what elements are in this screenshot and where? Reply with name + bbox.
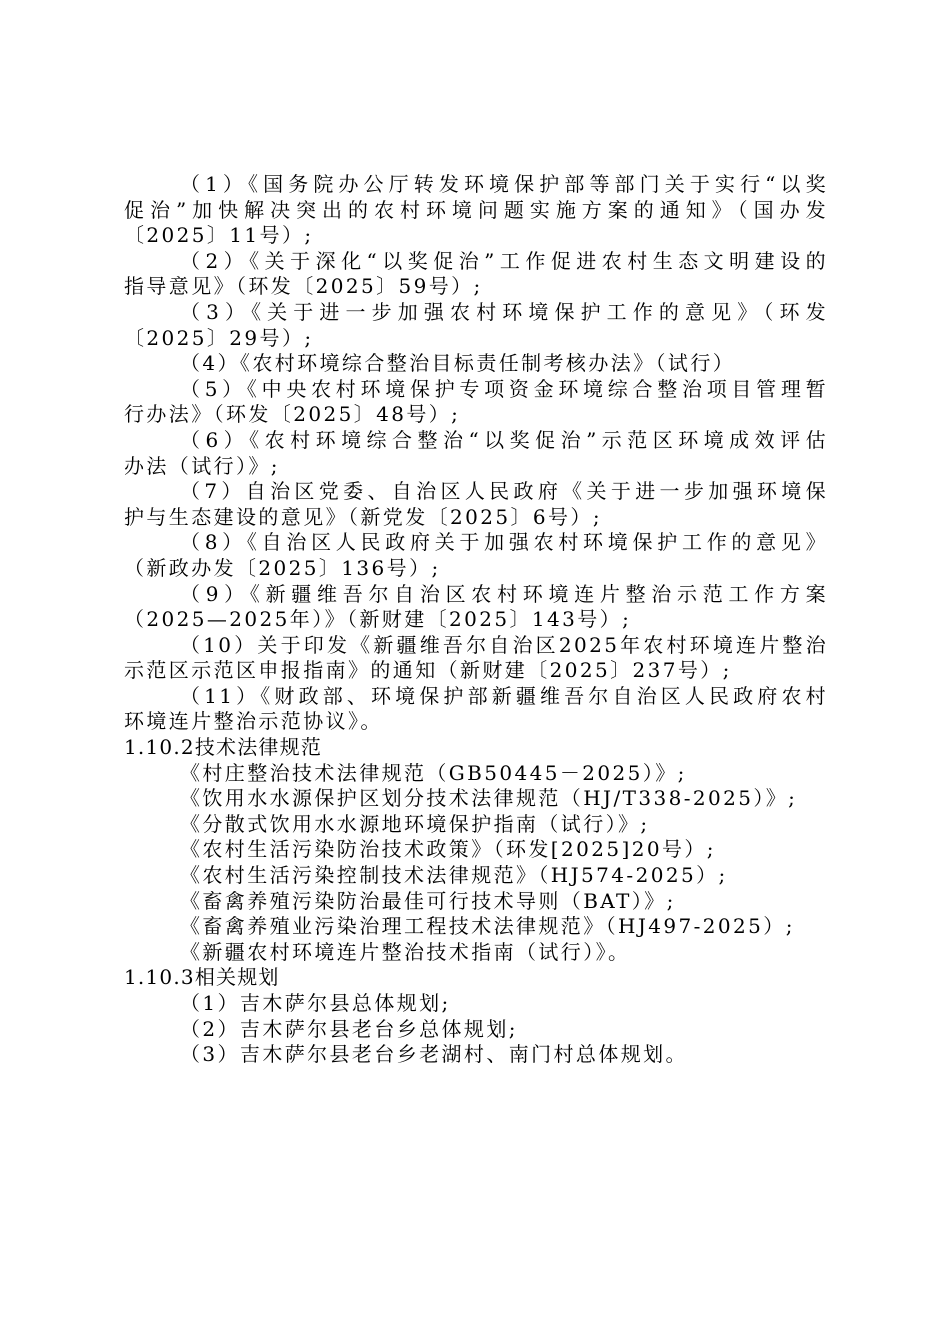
reference-item-5-line-1: （5）《中央农村环境保护专项资金环境综合整治项目管理暂 (180, 376, 828, 401)
reference-item-11-line-2: 环境连片整治示范协议》。 (124, 709, 383, 734)
reference-item-5-line-2: 行办法》（环发〔2025〕48号）; (124, 402, 461, 427)
reference-item-1-line-1: （1）《国务院办公厅转发环境保护部等部门关于实行“以奖 (180, 172, 828, 196)
plan-item-3: （3）吉木萨尔县老台乡老湖村、南门村总体规划。 (180, 1042, 688, 1067)
plan-item-1: （1）吉木萨尔县总体规划; (180, 991, 451, 1015)
reference-item-6-line-1: （6）《农村环境综合整治“以奖促治”示范区环境成效评估 (180, 427, 828, 452)
standard-item-6: 《畜禽养殖污染防治最佳可行技术导则（BAT）》; (180, 888, 676, 913)
reference-item-10-line-2: 示范区示范区申报指南》的通知（新财建〔2025〕237号）; (124, 658, 732, 683)
reference-item-9-line-1: （9）《新疆维吾尔自治区农村环境连片整治示范工作方案 (180, 581, 828, 606)
standard-item-4: 《农村生活污染防治技术政策》（环发[2025]20号）; (180, 837, 716, 862)
reference-item-3-line-2: 〔2025〕29号）; (124, 325, 314, 350)
section-heading-related-plans: 1.10.3相关规划 (124, 965, 280, 990)
standard-item-2: 《饮用水水源保护区划分技术法律规范（HJ/T338-2025）》; (180, 786, 798, 811)
reference-item-2-line-1: （2）《关于深化“以奖促治”工作促进农村生态文明建设的 (180, 248, 828, 273)
reference-item-10-line-1: （10）关于印发《新疆维吾尔自治区2025年农村环境连片整治 (180, 632, 828, 657)
plan-item-2: （2）吉木萨尔县老台乡总体规划; (180, 1016, 518, 1041)
reference-item-1-line-3: 〔2025〕11号）; (124, 223, 314, 248)
reference-item-9-line-2: （2025—2025年）》（新财建〔2025〕143号）; (124, 607, 632, 632)
standard-item-7: 《畜禽养殖业污染治理工程技术法律规范》（HJ497-2025）; (180, 914, 795, 939)
reference-item-8-line-2: （新政办发〔2025〕136号）; (124, 555, 441, 580)
reference-item-2-line-2: 指导意见》（环发〔2025〕59号）; (124, 274, 483, 299)
reference-item-1-line-2: 促治”加快解决突出的农村环境问题实施方案的通知》（国办发 (124, 197, 828, 222)
reference-item-7-line-2: 护与生态建设的意见》（新党发〔2025〕6号）; (124, 504, 602, 529)
section-heading-technical-standards: 1.10.2技术法律规范 (124, 735, 323, 760)
reference-item-7-line-1: （7）自治区党委、自治区人民政府《关于进一步加强环境保 (180, 479, 828, 504)
document-body (124, 172, 828, 1068)
reference-item-6-line-2: 办法（试行）》; (124, 453, 280, 478)
standard-item-3: 《分散式饮用水水源地环境保护指南（试行）》; (180, 811, 650, 836)
reference-item-3-line-1: （3）《关于进一步加强农村环境保护工作的意见》（环发 (180, 299, 828, 324)
standard-item-1: 《村庄整治技术法律规范（GB50445－2025）》; (180, 760, 687, 785)
reference-item-4: （4）《农村环境综合整治目标责任制考核办法》（试行） (180, 351, 736, 376)
standard-item-8: 《新疆农村环境连片整治技术指南（试行）》。 (180, 939, 631, 964)
standard-item-5: 《农村生活污染控制技术法律规范》（HJ574-2025）; (180, 863, 728, 888)
reference-item-11-line-1: （11）《财政部、环境保护部新疆维吾尔自治区人民政府农村 (180, 683, 828, 708)
reference-item-8-line-1: （8）《自治区人民政府关于加强农村环境保护工作的意见》 (180, 530, 828, 555)
